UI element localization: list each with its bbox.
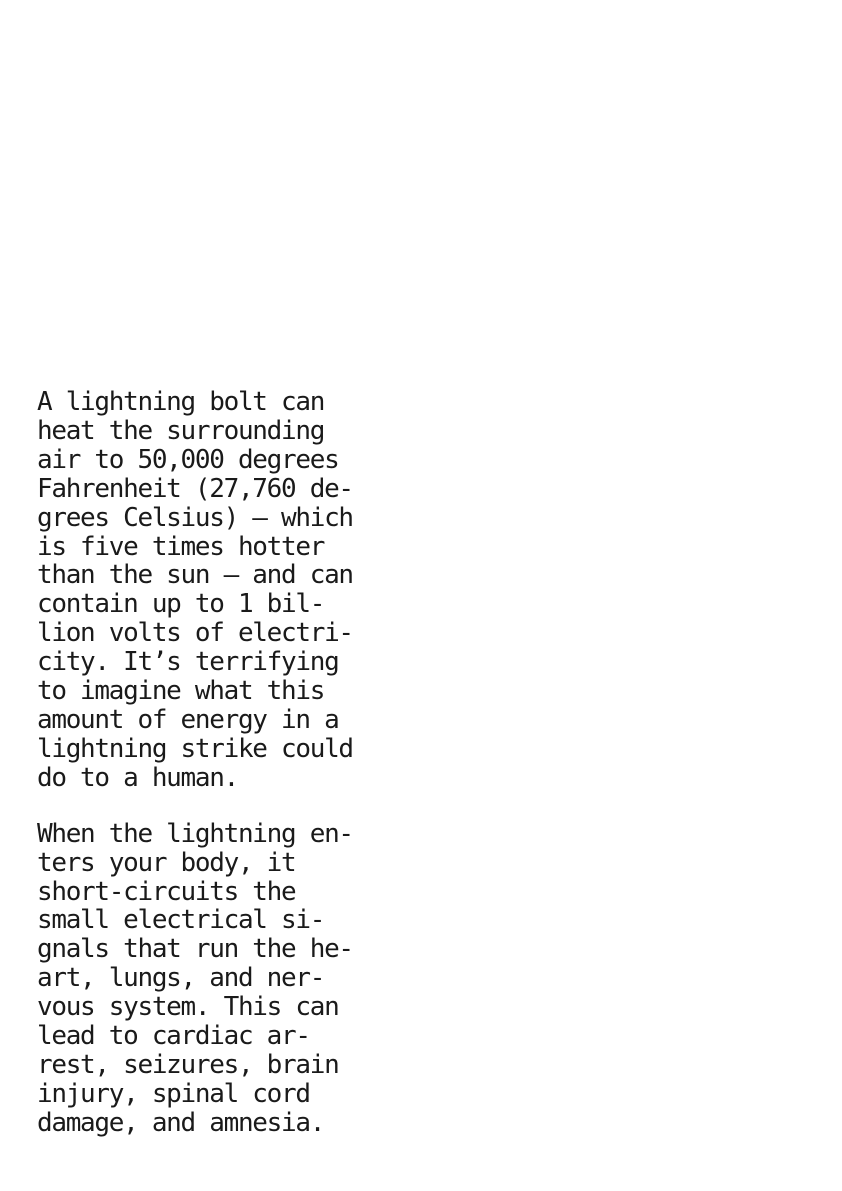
paragraph-body-effects: When the lightning en- ters your body, it short-circuits the small electrical si- gnals that run the he- art, lungs, and ner- vous system. This can lead to cardiac ar- rest, seizures, brain injury, spinal cord damage, and amnesia.: [37, 818, 353, 1138]
text-column: [37, 388, 437, 1138]
paragraph-lightning-heat: A lightning bolt can heat the surrounding air to 50,000 degrees Fahrenheit (27,760 de- grees Celsius) – which is five times hotter than the sun – and can contain up to 1 bil- lion volts of electri- city. It’s terrifying to imagine what this amount of energy in a lightning strike could do to a human.: [37, 387, 353, 793]
